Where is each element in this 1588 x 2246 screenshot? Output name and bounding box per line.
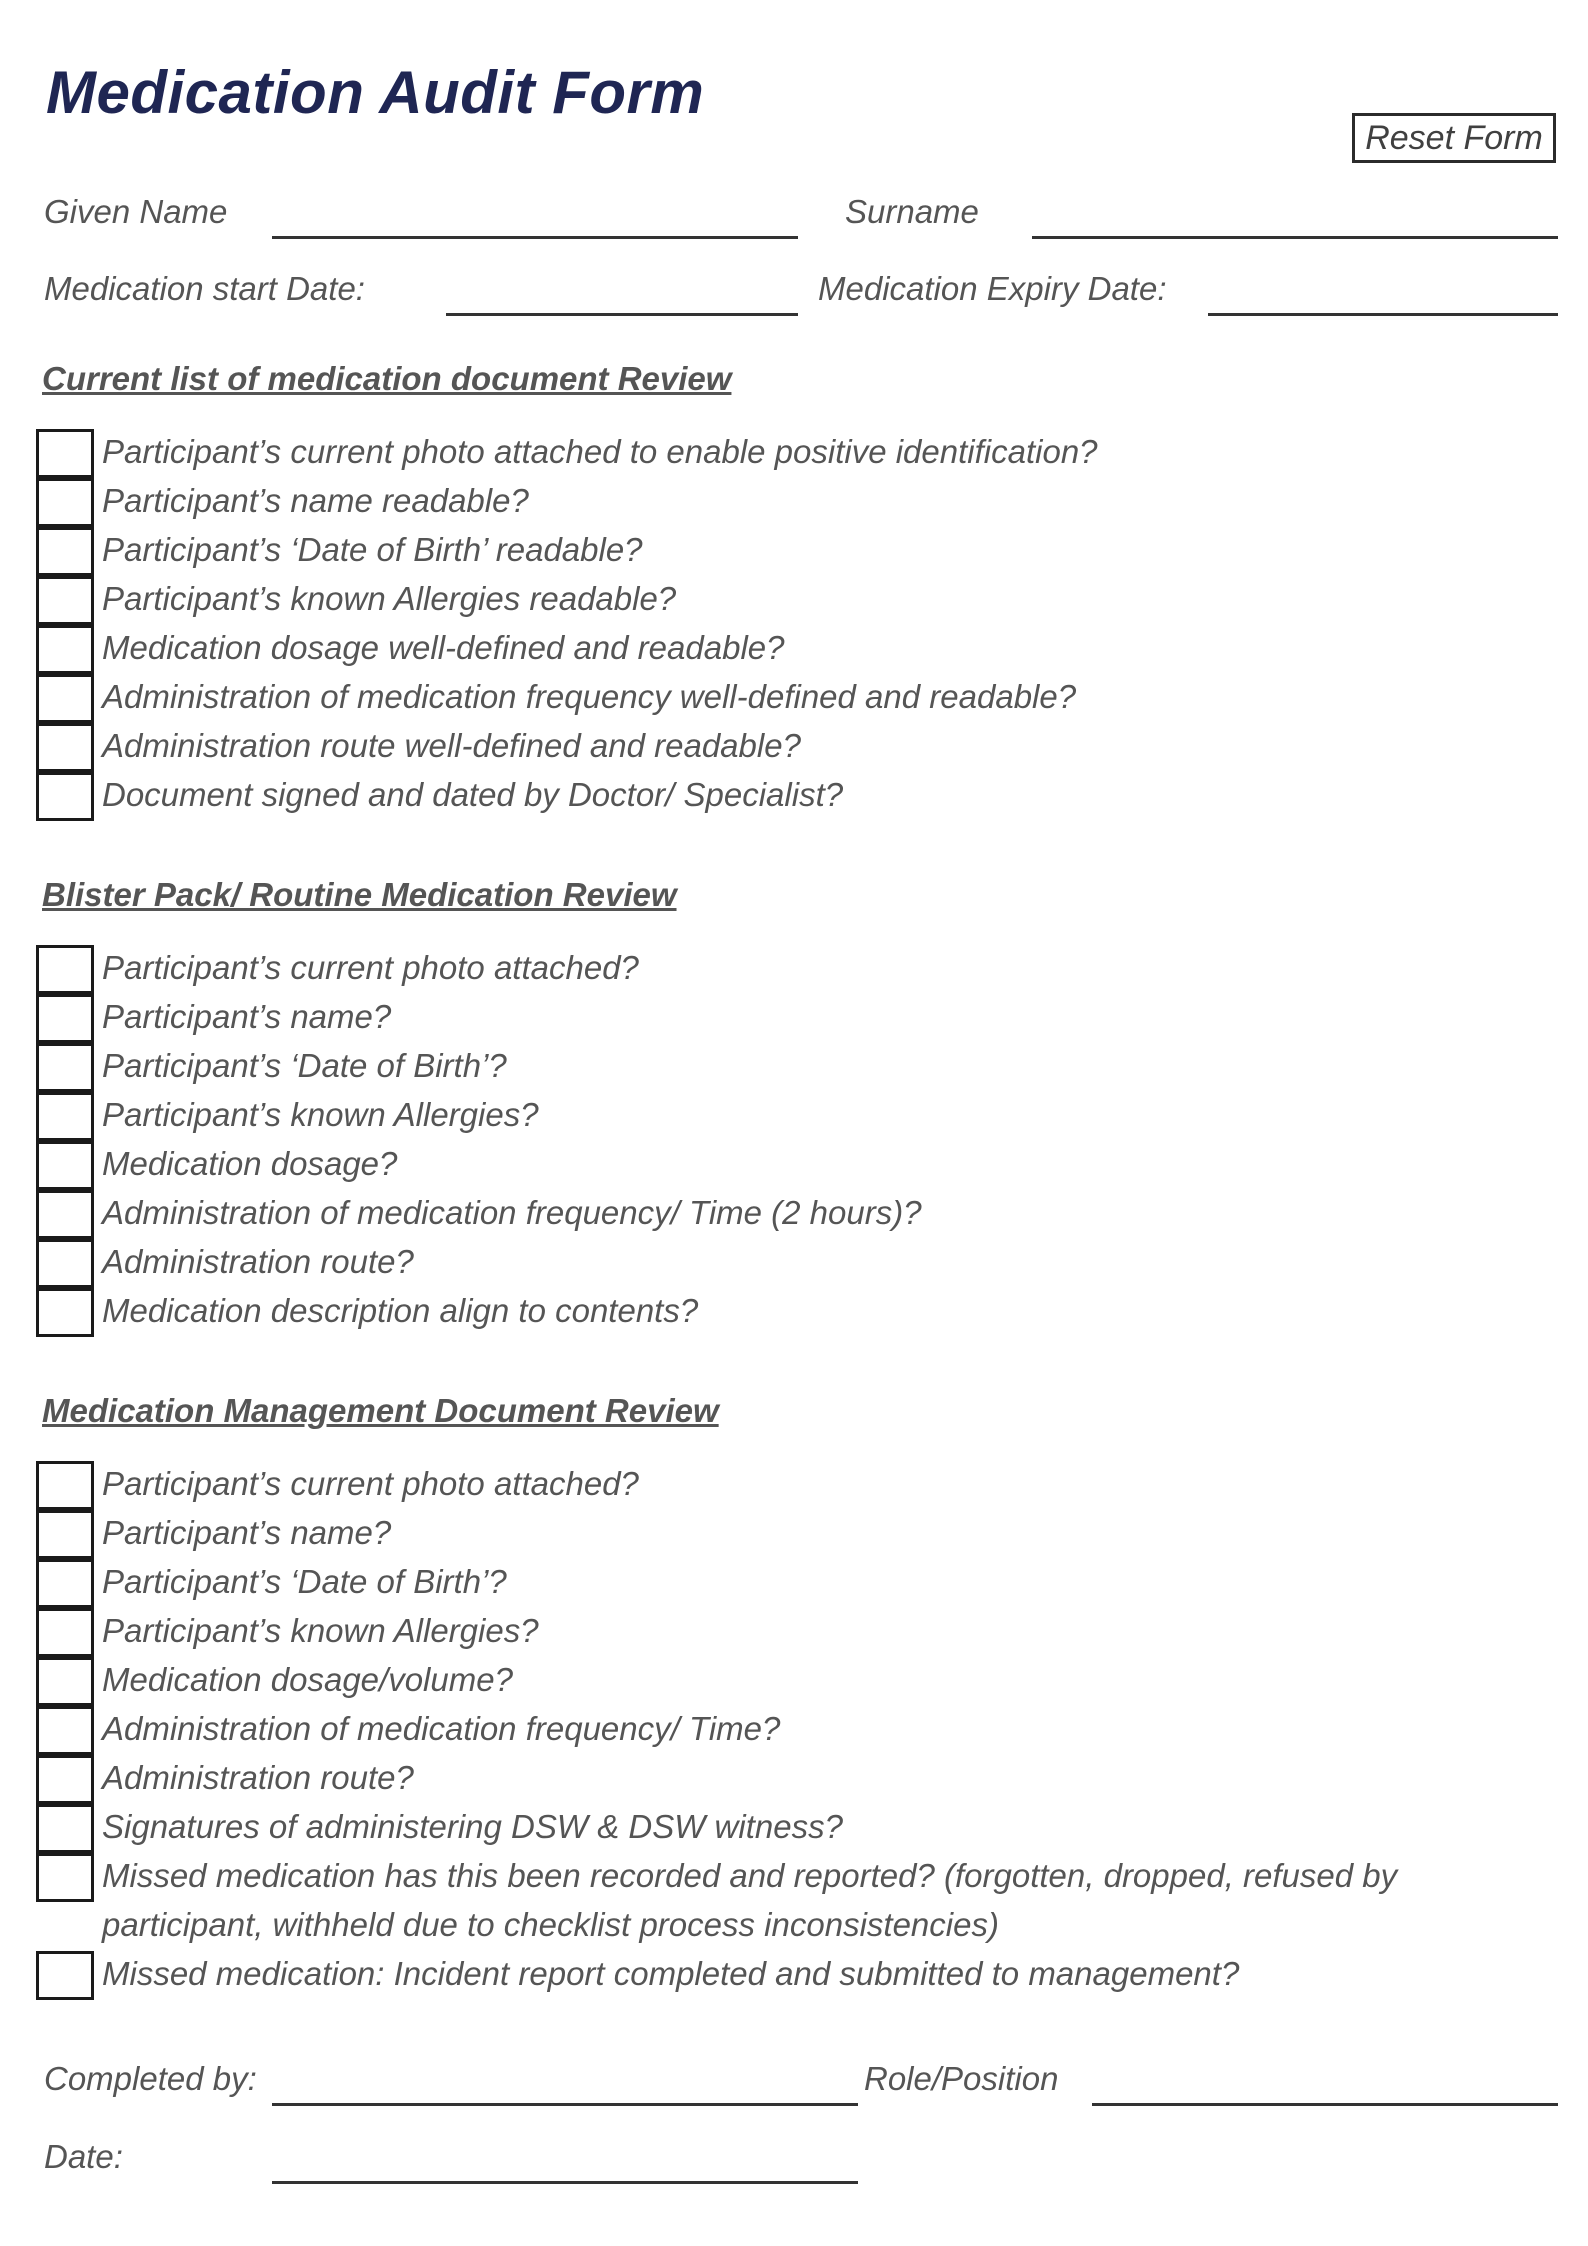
checklist-item: Medication dosage?: [102, 1145, 398, 1182]
checkbox[interactable]: [36, 723, 94, 772]
checklist-item: Participant’s known Allergies?: [102, 1096, 539, 1133]
checkbox[interactable]: [36, 1239, 94, 1288]
checklist-item: Administration of medication frequency/ Time (2 hours)?: [102, 1194, 922, 1231]
checklist-item: Participant’s current photo attached?: [102, 1465, 639, 1502]
checklist-item: Administration route well-defined and readable?: [102, 727, 801, 764]
surname-field[interactable]: [1032, 196, 1558, 239]
surname-label: Surname: [845, 193, 979, 230]
checkbox[interactable]: [36, 1190, 94, 1239]
start-date-field[interactable]: [446, 273, 798, 316]
checklist-item: Participant’s ‘Date of Birth’?: [102, 1047, 507, 1084]
checklist-item: Medication dosage well-defined and readable?: [102, 629, 785, 666]
checkbox[interactable]: [36, 1461, 94, 1510]
given-name-field[interactable]: [272, 196, 798, 239]
checkbox[interactable]: [36, 1706, 94, 1755]
checkbox[interactable]: [36, 1043, 94, 1092]
checklist-item: Participant’s known Allergies readable?: [102, 580, 677, 617]
checkbox[interactable]: [36, 1853, 94, 1902]
checkbox[interactable]: [36, 1288, 94, 1337]
checklist-item: Participant’s name?: [102, 998, 392, 1035]
checklist-item: Participant’s ‘Date of Birth’ readable?: [102, 531, 643, 568]
checkbox[interactable]: [36, 1755, 94, 1804]
date-field[interactable]: [272, 2141, 858, 2184]
checkbox[interactable]: [36, 945, 94, 994]
completed-by-field[interactable]: [272, 2063, 858, 2106]
expiry-date-label: Medication Expiry Date:: [818, 270, 1167, 307]
checkbox[interactable]: [36, 625, 94, 674]
checkbox[interactable]: [36, 1951, 94, 2000]
checkbox[interactable]: [36, 674, 94, 723]
checkbox[interactable]: [36, 1804, 94, 1853]
completed-by-label: Completed by:: [44, 2060, 257, 2097]
checkbox[interactable]: [36, 772, 94, 821]
checkbox[interactable]: [36, 478, 94, 527]
checklist-item: Participant’s current photo attached to enable positive identification?: [102, 433, 1098, 470]
checklist-item: Administration of medication frequency/ Time?: [102, 1710, 781, 1747]
checkbox[interactable]: [36, 429, 94, 478]
expiry-date-field[interactable]: [1208, 273, 1558, 316]
reset-form-button[interactable]: Reset Form: [1352, 113, 1556, 163]
start-date-label: Medication start Date:: [44, 270, 365, 307]
section-heading-current-list: Current list of medication document Review: [42, 360, 732, 397]
checkbox[interactable]: [36, 527, 94, 576]
checkbox[interactable]: [36, 1092, 94, 1141]
given-name-label: Given Name: [44, 193, 228, 230]
checklist-item: Administration of medication frequency well-defined and readable?: [102, 678, 1077, 715]
checklist-item: Administration route?: [102, 1759, 414, 1796]
checklist-item: Document signed and dated by Doctor/ Specialist?: [102, 776, 844, 813]
checkbox[interactable]: [36, 1559, 94, 1608]
checklist-item: Medication description align to contents?: [102, 1292, 699, 1329]
checklist-item-continuation: participant, withheld due to checklist process inconsistencies): [102, 1906, 999, 1943]
checklist-item: Participant’s known Allergies?: [102, 1612, 539, 1649]
checklist-item: Participant’s ‘Date of Birth’?: [102, 1563, 507, 1600]
checklist-item: Missed medication: Incident report completed and submitted to management?: [102, 1955, 1240, 1992]
checkbox[interactable]: [36, 1657, 94, 1706]
checklist-item: Missed medication has this been recorded and reported? (forgotten, dropped, refused by: [102, 1857, 1398, 1894]
checkbox[interactable]: [36, 576, 94, 625]
role-position-field[interactable]: [1092, 2063, 1558, 2106]
checklist-item: Administration route?: [102, 1243, 414, 1280]
section-heading-blister-pack: Blister Pack/ Routine Medication Review: [42, 876, 677, 913]
page-title: Medication Audit Form: [46, 59, 705, 126]
role-position-label: Role/Position: [864, 2060, 1059, 2097]
checkbox[interactable]: [36, 1510, 94, 1559]
checklist-item: Signatures of administering DSW & DSW witness?: [102, 1808, 843, 1845]
checklist-item: Medication dosage/volume?: [102, 1661, 513, 1698]
section-heading-medication-management: Medication Management Document Review: [42, 1392, 719, 1429]
checkbox[interactable]: [36, 1608, 94, 1657]
checklist-item: Participant’s name readable?: [102, 482, 529, 519]
date-label: Date:: [44, 2138, 123, 2175]
checklist-item: Participant’s current photo attached?: [102, 949, 639, 986]
checkbox[interactable]: [36, 1141, 94, 1190]
checklist-item: Participant’s name?: [102, 1514, 392, 1551]
checkbox[interactable]: [36, 994, 94, 1043]
